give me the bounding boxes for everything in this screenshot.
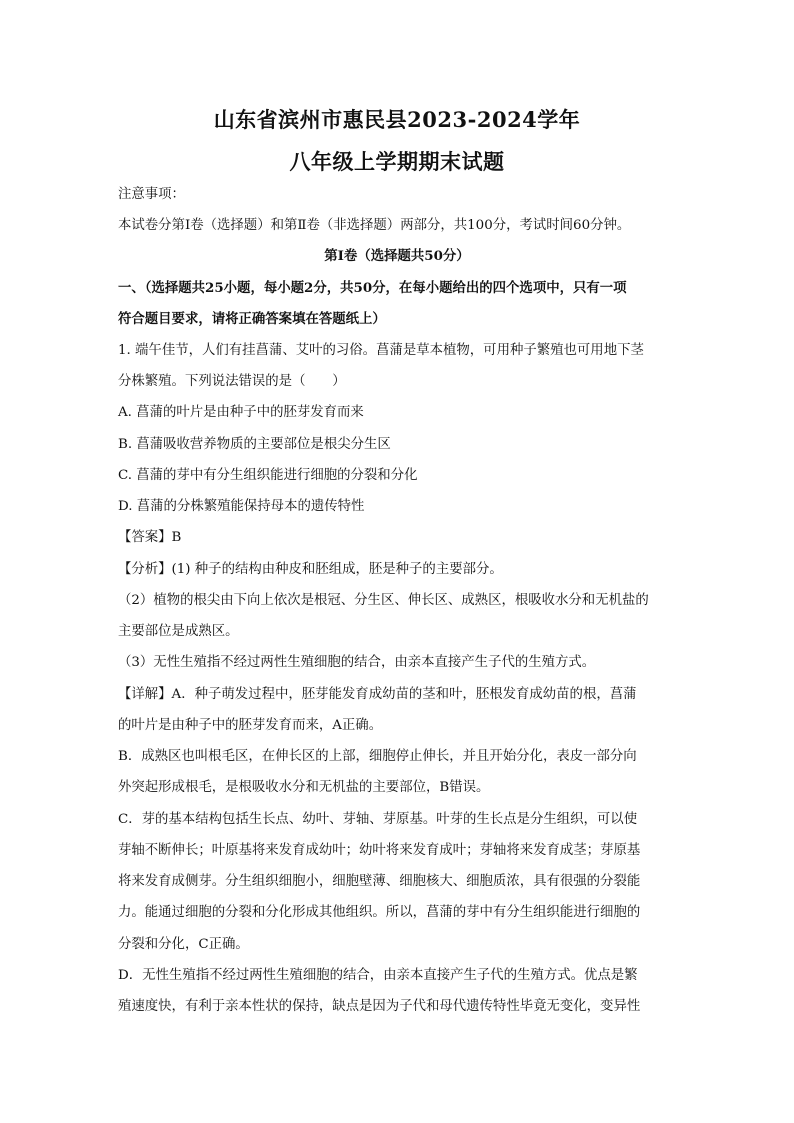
analysis-line-1: 【分析】(1) 种子的结构由种皮和胚组成，胚是种子的主要部分。 <box>118 562 503 577</box>
question-stem-line-1: 1. 端午佳节，人们有挂菖蒲、艾叶的习俗。菖蒲是草本植物，可用种子繁殖也可用地下茎 <box>118 343 644 358</box>
detail-line-11: 殖速度快，有利于亲本性状的保持，缺点是因为子代和母代遗传特性毕竟无变化，变异性 <box>118 999 641 1014</box>
detail-line-6: 芽轴不断伸长；叶原基将来发育成幼叶；幼叶将来发育成叶；芽轴将来发育成茎；芽原基 <box>118 843 641 858</box>
detail-line-3: B．成熟区也叫根毛区，在伸长区的上部，细胞停止伸长，并且开始分化，表皮一部分向 <box>118 749 637 764</box>
section-heading: 第Ⅰ卷（选择题共50分） <box>324 248 470 264</box>
analysis-line-2: （2）植物的根尖由下向上依次是根冠、分生区、伸长区、成熟区，根吸收水分和无机盐的 <box>118 593 649 608</box>
section-instruction-line-1: 一、（选择题共25小题，每小题2分，共50分，在每小题给出的四个选项中，只有一项 <box>118 280 627 296</box>
title-line-1: 山东省滨州市惠民县2023-2024学年 <box>213 107 581 132</box>
section-instruction-line-2: 符合题目要求，请将正确答案填在答题纸上） <box>118 311 386 327</box>
detail-line-7: 将来发育成侧芽。分生组织细胞小，细胞壁薄、细胞核大、细胞质浓，具有很强的分裂能 <box>118 874 641 889</box>
option-d: D. 菖蒲的分株繁殖能保持母本的遗传特性 <box>118 499 365 514</box>
detail-line-2: 的叶片是由种子中的胚芽发育而来，A正确。 <box>118 718 383 733</box>
question-stem-line-2: 分株繁殖。下列说法错误的是（ ） <box>118 374 346 389</box>
answer-line: 【答案】B <box>118 530 182 545</box>
detail-line-8: 力。能通过细胞的分裂和分化形成其他组织。所以，菖蒲的芽中有分生组织能进行细胞的 <box>118 905 641 920</box>
notice-heading: 注意事项： <box>118 187 185 202</box>
option-c: C. 菖蒲的芽中有分生组织能进行细胞的分裂和分化 <box>118 468 418 483</box>
detail-line-5: C．芽的基本结构包括生长点、幼叶、芽轴、芽原基。叶芽的生长点是分生组织，可以使 <box>118 812 638 827</box>
title-line-2: 八年级上学期期末试题 <box>289 149 505 174</box>
detail-line-1: 【详解】A．种子萌发过程中，胚芽能发育成幼苗的茎和叶，胚根发育成幼苗的根，菖蒲 <box>118 687 637 702</box>
detail-line-9: 分裂和分化，C正确。 <box>118 937 249 952</box>
detail-line-4: 外突起形成根毛，是根吸收水分和无机盐的主要部位，B错误。 <box>118 780 490 795</box>
analysis-line-3: 主要部位是成熟区。 <box>118 624 239 639</box>
notice-text: 本试卷分第Ⅰ卷（选择题）和第Ⅱ卷（非选择题）两部分，共100分，考试时间60分钟。 <box>118 218 631 233</box>
analysis-line-4: （3）无性生殖指不经过两性生殖细胞的结合，由亲本直接产生子代的生殖方式。 <box>118 655 596 670</box>
option-a: A. 菖蒲的叶片是由种子中的胚芽发育而来 <box>118 405 364 420</box>
detail-line-10: D．无性生殖指不经过两性生殖细胞的结合，由亲本直接产生子代的生殖方式。优点是繁 <box>118 968 638 983</box>
option-b: B. 菖蒲吸收营养物质的主要部位是根尖分生区 <box>118 437 391 452</box>
